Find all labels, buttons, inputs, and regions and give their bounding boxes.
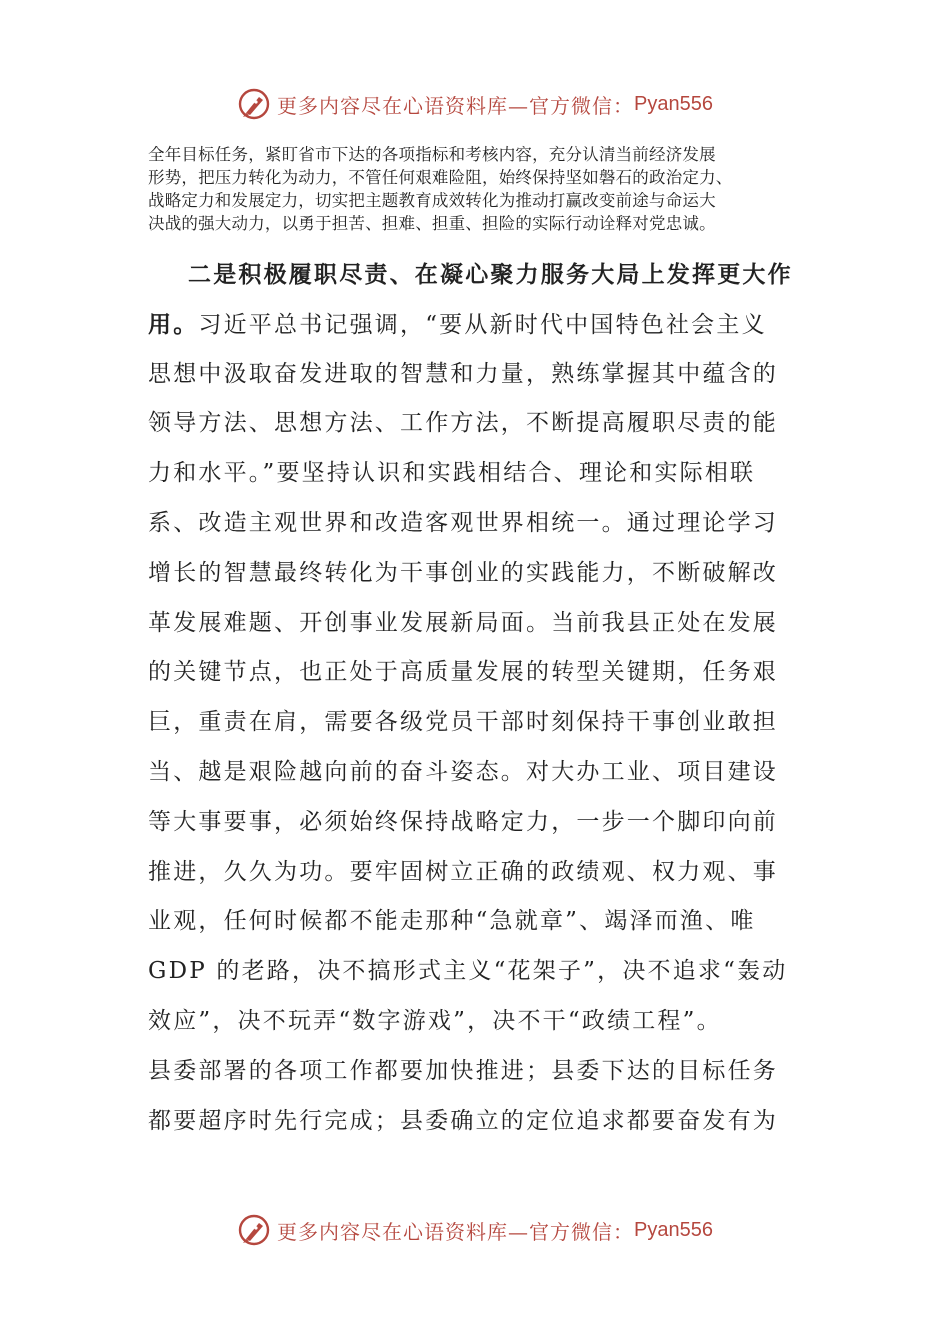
banner-wechat-id: Pyan556 bbox=[634, 1218, 713, 1241]
intro-line: 形势，把压力转化为动力，不管任何艰难险阻，始终保持坚如磐石的政治定力、 bbox=[148, 168, 733, 187]
pen-nib-logo-icon bbox=[237, 1213, 271, 1247]
section-heading-end: 用。 bbox=[148, 310, 199, 338]
paragraph-line: 效应”，决不玩弄“数字游戏”，决不干“政绩工程”。 bbox=[148, 1007, 722, 1034]
intro-line: 全年目标任务，紧盯省市下达的各项指标和考核内容，充分认清当前经济发展 bbox=[148, 145, 716, 164]
paragraph-line bbox=[148, 300, 808, 350]
paragraph-line: 革发展难题、开创事业发展新局面。当前我县正处在发展 bbox=[148, 609, 778, 636]
paragraph-line: 思想中汲取奋发进取的智慧和力量，熟练掌握其中蕴含的 bbox=[148, 360, 778, 387]
paragraph-text: 习近平总书记强调，“要从新时代中国特色社会主义 bbox=[198, 311, 767, 338]
paragraph-line: 增长的智慧最终转化为干事创业的实践能力，不断破解改 bbox=[148, 559, 778, 586]
paragraph-line: 领导方法、思想方法、工作方法，不断提高履职尽责的能 bbox=[148, 410, 778, 437]
paragraph-line: 当、越是艰险越向前的奋斗姿态。对大办工业、项目建设 bbox=[148, 758, 778, 785]
paragraph-line: 巨，重责在肩，需要各级党员干部时刻保持干事创业敢担 bbox=[148, 709, 778, 736]
intro-line: 决战的强大动力，以勇于担苦、担难、担重、担险的实际行动诠释对党忠诚。 bbox=[148, 214, 716, 233]
pen-nib-logo-icon bbox=[237, 87, 271, 121]
paragraph-line: 的关键节点，也正处于高质量发展的转型关键期，任务艰 bbox=[148, 659, 778, 686]
intro-paragraph bbox=[148, 143, 808, 235]
paragraph-line: 都要超序时先行完成；县委确立的定位追求都要奋发有为 bbox=[148, 1107, 778, 1134]
banner-text: 更多内容尽在心语资料库—官方微信： bbox=[277, 93, 635, 118]
banner-text: 更多内容尽在心语资料库—官方微信： bbox=[277, 1219, 635, 1244]
main-paragraph bbox=[148, 250, 808, 1146]
paragraph-line: 力和水平。”要坚持认识和实践相结合、理论和实际相联 bbox=[148, 460, 756, 487]
paragraph-line: 县委部署的各项工作都要加快推进；县委下达的目标任务 bbox=[148, 1057, 778, 1084]
banner-wechat-id: Pyan556 bbox=[634, 92, 713, 115]
header-banner bbox=[0, 84, 950, 124]
paragraph-line: 等大事要事，必须始终保持战略定力，一步一个脚印向前 bbox=[148, 808, 778, 835]
paragraph-line: GDP 的老路，决不搞形式主义“花架子”，决不追求“轰动 bbox=[148, 958, 788, 985]
paragraph-line: 推进，久久为功。要牢固树立正确的政绩观、权力观、事 bbox=[148, 858, 778, 885]
paragraph-line: 系、改造主观世界和改造客观世界相统一。通过理论学习 bbox=[148, 509, 778, 536]
intro-line: 战略定力和发展定力，切实把主题教育成效转化为推动打赢改变前途与命运大 bbox=[148, 191, 716, 210]
footer-banner bbox=[0, 1210, 950, 1250]
paragraph-line: 业观，任何时候都不能走那种“急就章”、竭泽而渔、唯 bbox=[148, 908, 756, 935]
section-heading: 二是积极履职尽责、在凝心聚力服务大局上发挥更大作 bbox=[188, 261, 793, 288]
